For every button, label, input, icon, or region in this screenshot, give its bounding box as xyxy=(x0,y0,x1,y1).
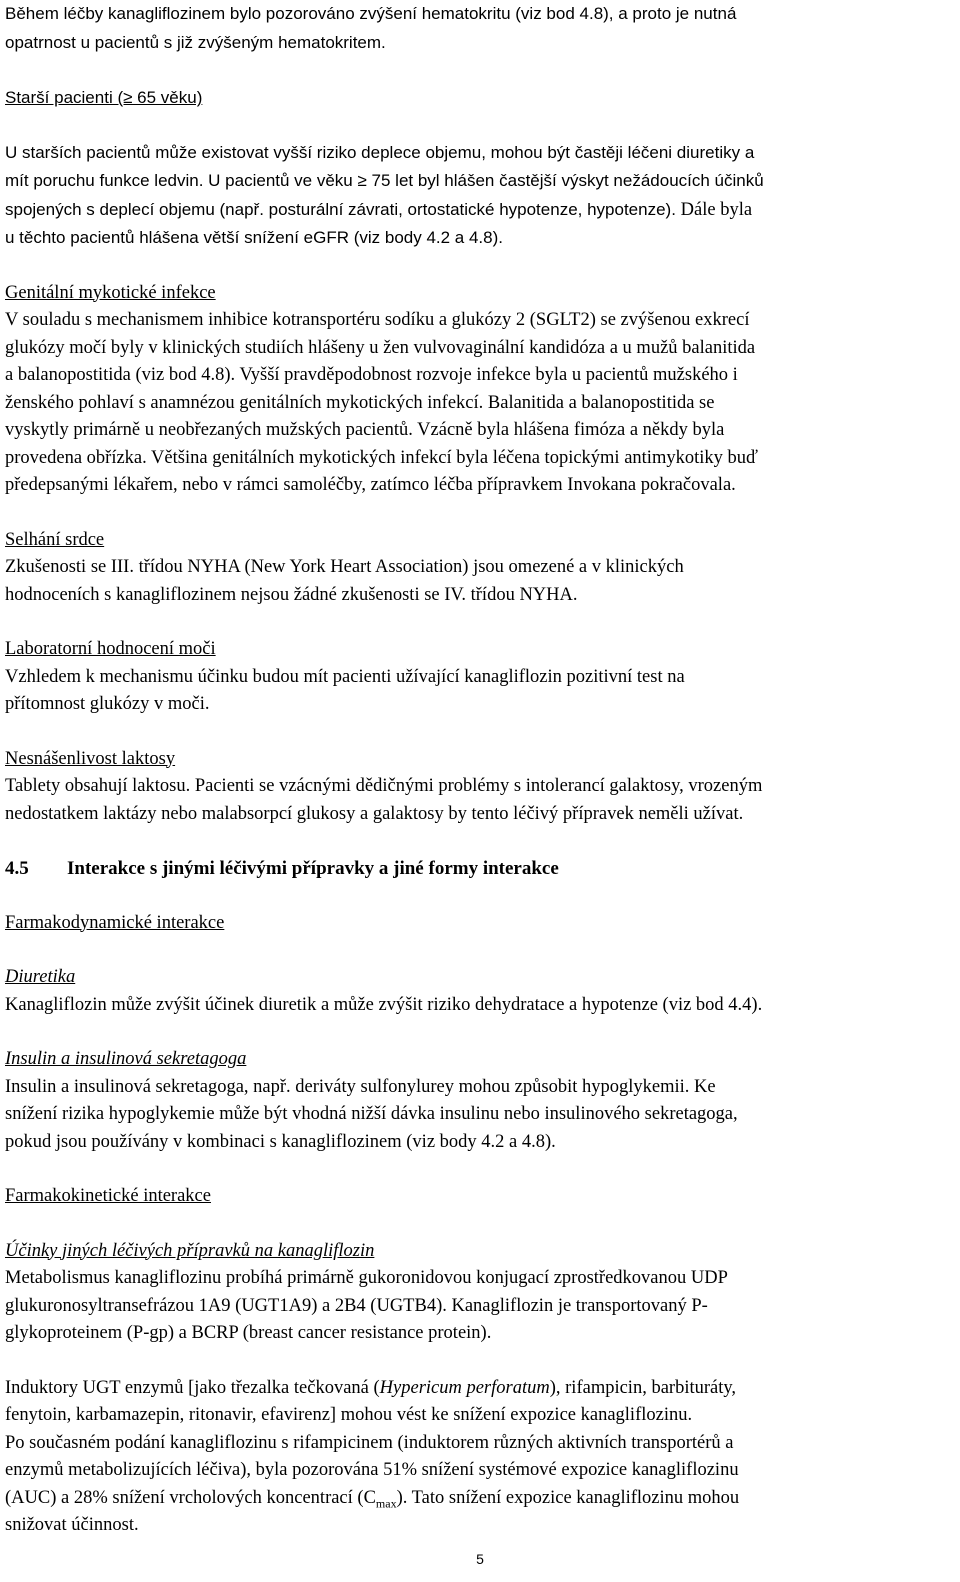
text-line: ), rifampicin, barbituráty, xyxy=(549,1377,737,1398)
subheading-diuretics: Diuretika xyxy=(5,967,76,987)
heading-lactose-intolerance: Nesnášenlivost laktosy xyxy=(5,748,176,769)
paragraph-inducers xyxy=(5,1375,955,1430)
text-line: předepsanými lékařem, nebo v rámci samoléčby, zatímco léčba přípravkem Invokana pokračovala. xyxy=(5,475,736,495)
paragraph-hematocrit xyxy=(5,0,955,57)
text-line: pokud jsou používány v kombinaci s kanagliflozinem (viz body 4.2 a 4.8). xyxy=(5,1131,556,1152)
text-line: glukuronosyltransefrázou 1A9 (UGT1A9) a 2B4 (UGTB4). Kanagliflozin je transportovaný P- xyxy=(5,1295,708,1316)
text-line: ženského pohlaví s anamnézou genitálních mykotických infekcí. Balanitida a balanopostitida se xyxy=(5,392,715,413)
section-title: Interakce s jinými léčivými přípravky a jiné formy interakce xyxy=(67,858,559,879)
document-page xyxy=(5,0,955,1540)
heading-heart-failure: Selhání srdce xyxy=(5,529,105,550)
subheading-effects-on-canagliflozin: Účinky jiných léčivých přípravků na kanagliflozin xyxy=(5,1240,375,1261)
paragraph-metabolism xyxy=(5,1265,955,1348)
text-line: enzymů metabolizujících léčiva), byla pozorována 51% snížení systémové expozice kanagliflozinu xyxy=(5,1460,739,1480)
text-line: Metabolismus kanagliflozinu probíhá primárně gukoronidovou konjugací zprostředkovanou UDP xyxy=(5,1268,728,1288)
text-line: spojených s deplecí objemu (např. posturální závrati, ortostatické hypotenze, hypotenze). xyxy=(5,199,681,219)
text-line: glukózy močí byly v klinických studiích hlášeny u žen vulvovaginální kandidóza a u mužů balanitida xyxy=(5,337,756,358)
paragraph-heart-failure xyxy=(5,554,955,609)
text-line: snižovat účinnost. xyxy=(5,1515,139,1535)
latin-name: Hypericum perforatum xyxy=(379,1377,550,1398)
paragraph-lactose-intolerance xyxy=(5,773,955,828)
subheading-insulin: Insulin a insulinová sekretagoga xyxy=(5,1049,247,1069)
text-line: opatrnost u pacientů s již zvýšeným hematokritem. xyxy=(5,32,386,52)
paragraph-urine-lab xyxy=(5,664,955,719)
text-line: Induktory UGT enzymů [jako třezalka tečkovaná ( xyxy=(5,1377,380,1398)
section-number: 4.5 xyxy=(5,858,29,879)
text-line: V souladu s mechanismem inhibice kotransportéru sodíku a glukózy 2 (SGLT2) se zvýšenou exkrecí xyxy=(5,310,750,330)
section-heading-4-5 xyxy=(5,855,955,883)
heading-pharmacokinetic: Farmakokinetické interakce xyxy=(5,1186,211,1206)
text-line: provedena obřízka. Většina genitálních mykotických infekcí byla léčena topickými antimykotiky buď xyxy=(5,447,758,468)
subscript-max: max xyxy=(375,1496,397,1511)
text-line: Tablety obsahují laktosu. Pacienti se vzácnými dědičnými problémy s intolerancí galaktosy, vrozeným xyxy=(5,776,763,796)
text-line: u těchto pacientů hlášena větší snížení eGFR (viz body 4.2 a 4.8). xyxy=(5,228,503,247)
text-line: Během léčby kanagliflozinem bylo pozorováno zvýšení hematokritu (viz bod 4.8), a proto je nutná xyxy=(5,4,737,23)
heading-pharmacodynamic: Farmakodynamické interakce xyxy=(5,912,225,933)
paragraph-diuretics: Kanagliflozin může zvýšit účinek diuretik a může zvýšit riziko dehydratace a hypotenze (viz bod 4.4). xyxy=(5,994,763,1015)
text-line: nedostatkem laktázy nebo malabsorpcí glukosy a galaktosy by tento léčivý přípravek neměli užívat. xyxy=(5,803,744,824)
paragraph-elderly xyxy=(5,139,955,253)
text-line: fenytoin, karbamazepin, ritonavir, efavirenz] mohou vést ke snížení expozice kanagliflozinu. xyxy=(5,1405,693,1425)
text-line: Zkušenosti se III. třídou NYHA (New York Heart Association) jsou omezené a v klinických xyxy=(5,557,684,577)
text-line: glykoproteinem (P-gp) a BCRP (breast cancer resistance protein). xyxy=(5,1323,492,1343)
page-number: 5 xyxy=(476,1551,484,1567)
paragraph-insulin xyxy=(5,1074,955,1157)
text-line: Insulin a insulinová sekretagoga, např. deriváty sulfonylurey mohou způsobit hypoglykemii. Ke xyxy=(5,1076,716,1097)
text-line: hodnoceních s kanagliflozinem nejsou žádné zkušenosti se IV. třídou NYHA. xyxy=(5,584,578,605)
text-line: mít poruchu funkce ledvin. xyxy=(5,171,209,190)
text-line: a balanopostitida (viz bod 4.8). Vyšší pravděpodobnost rozvoje infekce byla u pacientů mužského i xyxy=(5,365,738,385)
paragraph-rifampicin xyxy=(5,1430,955,1540)
heading-elderly: Starší pacienti (≥ 65 věku) xyxy=(5,88,203,107)
text-line: vyskytly primárně u neobřezaných mužských pacientů. Vzácně byla hlášena fimóza a někdy byla xyxy=(5,420,725,440)
text-line: Po současném podání kanagliflozinu s rifampicinem (induktorem různých aktivních transportérů a xyxy=(5,1432,734,1453)
text-line: snížení rizika hypoglykemie může být vhodná nižší dávka insulinu nebo insulinového sekretagoga, xyxy=(5,1104,738,1124)
text-line: přítomnost glukózy v moči. xyxy=(5,694,210,714)
text-line: U starších pacientů může existovat vyšší riziko deplece objemu, mohou být častěji léčeni diuretiky a xyxy=(5,142,755,162)
heading-urine-lab: Laboratorní hodnocení moči xyxy=(5,639,216,659)
text-line: Dále byla xyxy=(680,199,753,220)
heading-genital-infections: Genitální mykotické infekce xyxy=(5,282,216,303)
paragraph-genital-infections xyxy=(5,307,955,500)
text-line: ). Tato snížení expozice kanagliflozinu mohou xyxy=(396,1487,740,1508)
text-line: Vzhledem k mechanismu účinku budou mít pacienti užívající kanagliflozin pozitivní test na xyxy=(5,666,685,687)
text-line: U pacientů ve věku ≥ 75 let byl hlášen častější výskyt nežádoucích účinků xyxy=(208,171,764,190)
text-line: (AUC) a 28% snížení vrcholových koncentrací (C xyxy=(5,1487,376,1508)
